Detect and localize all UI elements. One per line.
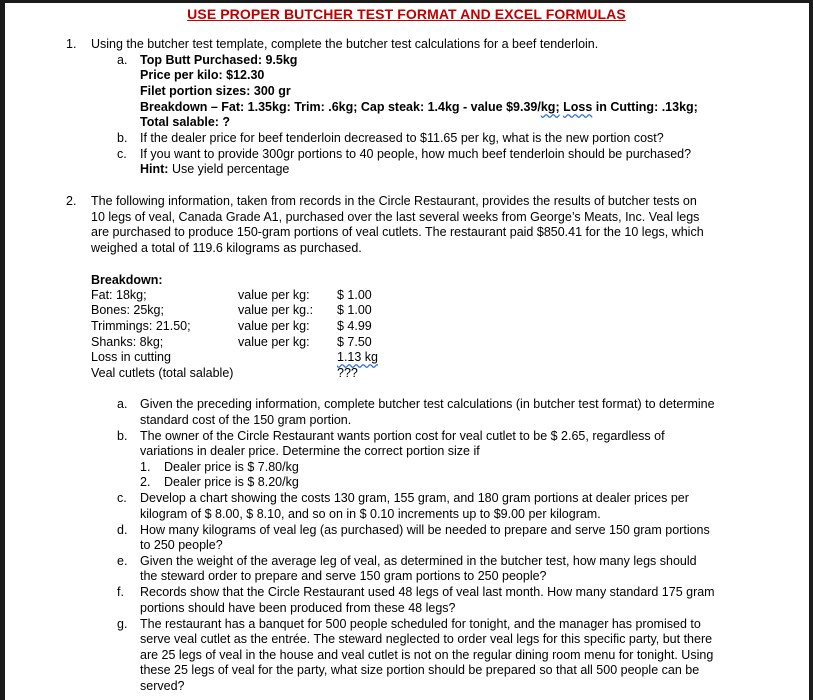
q1a-line: Price per kilo: $12.30 <box>140 68 265 82</box>
q2a-line: standard cost of the 150 gram portion. <box>140 413 352 427</box>
q2c-line: kilogram of $ 8.00, $ 8.10, and so on in $ 0.10 increments up to $9.00 per kilogram. <box>140 507 601 521</box>
breakdown-value-label: value per kg: <box>238 319 310 333</box>
q2c-letter: c. <box>117 491 127 505</box>
breakdown-item: Shanks: 8kg; <box>91 335 164 349</box>
q1b-text: If the dealer price for beef tenderloin decreased to $11.65 per kg, what is the new portion cost? <box>140 131 664 145</box>
right-frame-border <box>809 0 813 700</box>
q2-number: 2. <box>66 194 77 208</box>
q2g-line: The restaurant has a banquet for 500 people scheduled for tonight, and the manager has promised to <box>140 617 701 631</box>
q2-paragraph-line: The following information, taken from records in the Circle Restaurant, provides the results of butcher tests on <box>91 194 697 208</box>
q1a-breakdown-kg: kg; <box>540 100 560 114</box>
q2g-line: are 25 legs of veal in the house and veal cutlet is not on the regular dining room menu for tonight. Using <box>140 648 714 662</box>
q1a-breakdown-text-2: in Cutting: .13kg; <box>592 100 698 114</box>
q1a-breakdown-text: Breakdown – Fat: 1.35kg: Trim: .6kg; Cap steak: 1.4kg - value $9.39/ <box>140 100 541 114</box>
breakdown-heading: Breakdown: <box>91 273 163 287</box>
hint-text: Use yield percentage <box>168 162 290 176</box>
breakdown-value: $ 4.99 <box>337 319 372 333</box>
q2-paragraph-line: weighed a total of 119.6 kilograms as purchased. <box>91 241 362 255</box>
breakdown-value: 1.13 kg <box>337 350 379 364</box>
top-frame-border <box>0 0 813 3</box>
q1b-letter: b. <box>117 131 128 145</box>
q2b-line: The owner of the Circle Restaurant wants portion cost for veal cutlet to be $ 2.65, regardless of <box>140 429 665 443</box>
breakdown-value: $ 7.50 <box>337 335 372 349</box>
q2b-line: variations in dealer price. Determine the correct portion size if <box>140 444 480 458</box>
q1a-breakdown <box>140 100 698 116</box>
breakdown-value: ??? <box>337 366 358 380</box>
breakdown-value: $ 1.00 <box>337 303 372 317</box>
breakdown-item: Veal cutlets (total salable) <box>91 366 234 380</box>
q1c-text: If you want to provide 300gr portions to 40 people, how much beef tenderloin should be purchased? <box>140 147 692 161</box>
q2e-letter: e. <box>117 554 128 568</box>
q2f-line: portions should have been produced from these 48 legs? <box>140 601 456 615</box>
q1-text: Using the butcher test template, complete the butcher test calculations for a beef tenderloin. <box>91 37 599 51</box>
q2e-line: the steward order to prepare and serve 150 gram portions to 250 people? <box>140 569 547 583</box>
q1a-letter: a. <box>117 53 128 67</box>
q2a-line: Given the preceding information, complete butcher test calculations (in butcher test format) to determine <box>140 397 715 411</box>
q2-paragraph-line: 10 legs of veal, Canada Grade A1, purchased over the last several weeks from George’s Meats, Inc. Veal legs <box>91 210 700 224</box>
q1a-breakdown-loss: Loss <box>563 100 593 114</box>
q2f-line: Records show that the Circle Restaurant used 48 legs of veal last month. How many standard 175 gram <box>140 585 715 599</box>
q2g-line: serve veal cutlet as the entrée. The steward neglected to order veal legs for this specific party, but there <box>140 632 713 646</box>
q2b-letter: b. <box>117 429 128 443</box>
q2-paragraph-line: are purchased to produce 150-gram portions of veal cutlets. The restaurant paid $850.41 for the 10 legs, which <box>91 225 704 239</box>
q2c-line: Develop a chart showing the costs 130 gram, 155 gram, and 180 gram portions at dealer prices per <box>140 491 689 505</box>
q2d-line: How many kilograms of veal leg (as purchased) will be needed to prepare and serve 150 gram portions <box>140 523 710 537</box>
breakdown-value-label: value per kg.: <box>238 303 314 317</box>
page-title: USE PROPER BUTCHER TEST FORMAT AND EXCEL FORMULAS <box>187 6 626 22</box>
q1-number: 1. <box>66 37 77 51</box>
q2d-line: to 250 people? <box>140 538 223 552</box>
q2b-sub-number: 1. <box>140 460 151 474</box>
q2b-sub-number: 2. <box>140 475 151 489</box>
q1a-total: Total salable: ? <box>140 115 231 129</box>
q2b-sub-text: Dealer price is $ 7.80/kg <box>164 460 299 474</box>
q2g-line: these 25 legs of veal for the party, what size portion should be prepared so that all 500 people can be <box>140 663 700 677</box>
q2f-letter: f. <box>117 585 124 599</box>
q1c-letter: c. <box>117 147 127 161</box>
q1a-line: Top Butt Purchased: 9.5kg <box>140 53 298 67</box>
q2b-sub-text: Dealer price is $ 8.20/kg <box>164 475 299 489</box>
breakdown-item: Bones: 25kg; <box>91 303 164 317</box>
breakdown-value: $ 1.00 <box>337 288 372 302</box>
q1a-line: Filet portion sizes: 300 gr <box>140 84 291 98</box>
breakdown-value-label: value per kg: <box>238 335 310 349</box>
q2a-letter: a. <box>117 397 128 411</box>
breakdown-value-label: value per kg: <box>238 288 310 302</box>
breakdown-item: Fat: 18kg; <box>91 288 147 302</box>
q1c-hint <box>140 162 289 178</box>
q2d-letter: d. <box>117 523 128 537</box>
hint-label: Hint: <box>140 162 169 176</box>
q2g-line: served? <box>140 679 185 693</box>
breakdown-item: Trimmings: 21.50; <box>91 319 191 333</box>
q2e-line: Given the weight of the average leg of veal, as determined in the butcher test, how many legs should <box>140 554 697 568</box>
breakdown-item: Loss in cutting <box>91 350 171 364</box>
left-frame-border <box>0 0 5 700</box>
q2g-letter: g. <box>117 617 128 631</box>
